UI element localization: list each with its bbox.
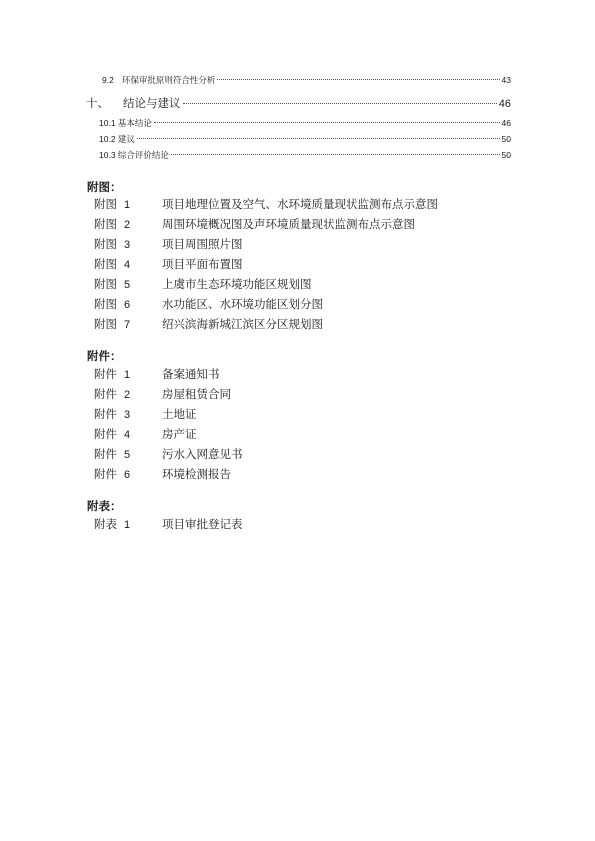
figure-item: 附图 4 项目平面布置图 <box>94 259 243 271</box>
figure-item: 附图 5 上虞市生态环境功能区规划图 <box>94 279 312 291</box>
figure-item: 附图 7 绍兴滨海新城江滨区分区规划图 <box>94 319 323 331</box>
table-item: 附表 1 项目审批登记表 <box>94 519 243 531</box>
attachment-item: 附件 3 土地证 <box>94 409 197 421</box>
dot-leader <box>137 138 500 139</box>
dot-leader <box>217 79 499 80</box>
toc-entry[interactable] <box>99 117 511 129</box>
attachment-item: 附件 2 房屋租赁合同 <box>94 389 231 401</box>
toc-title: 综合评价结论 <box>117 150 169 160</box>
toc-page: 46 <box>498 98 511 110</box>
toc-page: 46 <box>501 118 511 128</box>
toc-title: 建议 <box>117 134 135 144</box>
figure-item: 附图 3 项目周围照片图 <box>94 239 243 251</box>
attachment-item: 附件 5 污水入网意见书 <box>94 449 243 461</box>
toc-entry[interactable] <box>99 149 511 161</box>
dot-leader <box>171 154 500 155</box>
toc-entry[interactable] <box>86 95 511 111</box>
toc-number: 十、 <box>86 98 109 110</box>
toc-entry[interactable] <box>102 74 511 86</box>
attachment-item: 附件 1 备案通知书 <box>94 369 220 381</box>
toc-title: 基本结论 <box>117 118 152 128</box>
figure-item: 附图 1 项目地理位置及空气、水环境质量现状监测布点示意图 <box>94 199 438 211</box>
toc-title: 结论与建议 <box>123 98 181 110</box>
tables-heading: 附表： <box>87 501 122 513</box>
toc-page: 43 <box>501 75 511 85</box>
dot-leader <box>183 103 497 104</box>
toc-entry[interactable] <box>99 133 511 145</box>
attachment-item: 附件 6 环境检测报告 <box>94 469 231 481</box>
figure-item: 附图 2 周围环境概况图及声环境质量现状监测布点示意图 <box>94 219 415 231</box>
toc-page: 50 <box>501 134 511 144</box>
toc-number: 10.3 <box>99 150 116 160</box>
toc-title: 环保审批原则符合性分析 <box>121 75 216 85</box>
figures-heading: 附图： <box>87 182 122 194</box>
attachment-item: 附件 4 房产证 <box>94 429 197 441</box>
toc-number: 10.1 <box>99 118 116 128</box>
toc-number: 10.2 <box>99 134 116 144</box>
figure-item: 附图 6 水功能区、水环境功能区划分图 <box>94 299 323 311</box>
toc-page: 50 <box>501 150 511 160</box>
dot-leader <box>154 122 500 123</box>
toc-number: 9.2 <box>102 75 114 85</box>
attachments-heading: 附件： <box>87 351 122 363</box>
